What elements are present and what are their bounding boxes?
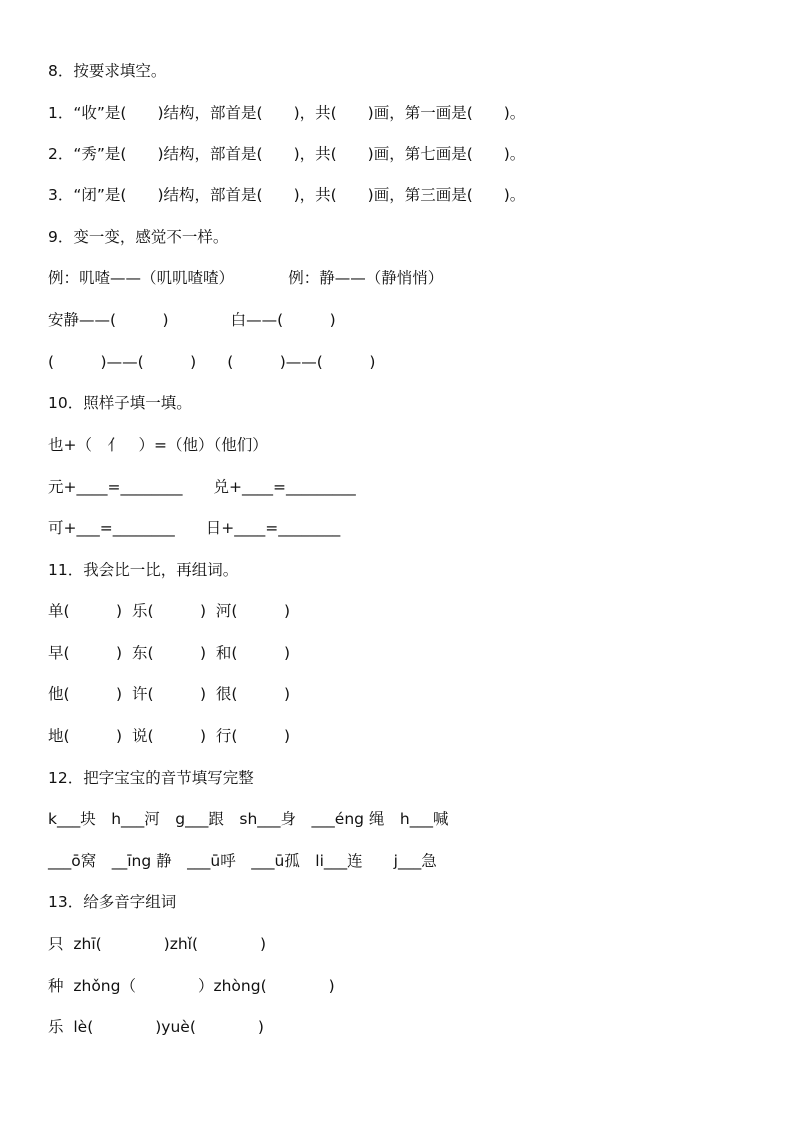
q12-heading: 12．把字宝宝的音节填写完整 <box>48 769 254 787</box>
q12-row-2: ___ō窝 __īng 静 ___ū呼 ___ū孤 li___连 j___急 <box>48 852 437 870</box>
q9-heading: 9．变一变，感觉不一样。 <box>48 228 229 246</box>
q13-row-2: 种 zhǒng（ ）zhòng( ) <box>48 977 335 995</box>
q11-row-1: 单( ) 乐( ) 河( ) <box>48 602 290 620</box>
q12-row-1: k___块 h___河 g___跟 sh___身 ___éng 绳 h___喊 <box>48 810 449 828</box>
q10-example: 也+（ 亻 ）=（他）（他们） <box>48 436 268 454</box>
q11-heading: 11．我会比一比，再组词。 <box>48 561 239 579</box>
q13-row-1: 只 zhī( )zhǐ( ) <box>48 935 267 953</box>
q8-line-1: 1．“收”是( )结构，部首是( )，共( )画，第一画是( )。 <box>48 104 526 122</box>
q11-row-3: 他( ) 许( ) 很( ) <box>48 685 290 703</box>
q10-heading: 10．照样子填一填。 <box>48 394 192 412</box>
q13-row-3: 乐 lè( )yuè( ) <box>48 1018 264 1036</box>
q9-line-1: 安静——( ) 白——( ) <box>48 311 336 329</box>
q8-line-3: 3．“闭”是( )结构，部首是( )，共( )画，第三画是( )。 <box>48 186 526 204</box>
q13-heading: 13．给多音字组词 <box>48 893 177 911</box>
q10-line-2: 可+___=________ 日+____=________ <box>48 519 341 537</box>
q11-row-4: 地( ) 说( ) 行( ) <box>48 727 290 745</box>
q9-example: 例：叽喳——（叽叽喳喳） 例：静——（静悄悄） <box>48 269 444 287</box>
q8-line-2: 2．“秀”是( )结构，部首是( )，共( )画，第七画是( )。 <box>48 145 526 163</box>
q11-row-2: 早( ) 东( ) 和( ) <box>48 644 290 662</box>
q9-line-2: ( )——( ) ( )——( ) <box>48 353 376 371</box>
q10-line-1: 元+____=________ 兑+____=_________ <box>48 478 356 496</box>
q8-heading: 8．按要求填空。 <box>48 62 167 80</box>
